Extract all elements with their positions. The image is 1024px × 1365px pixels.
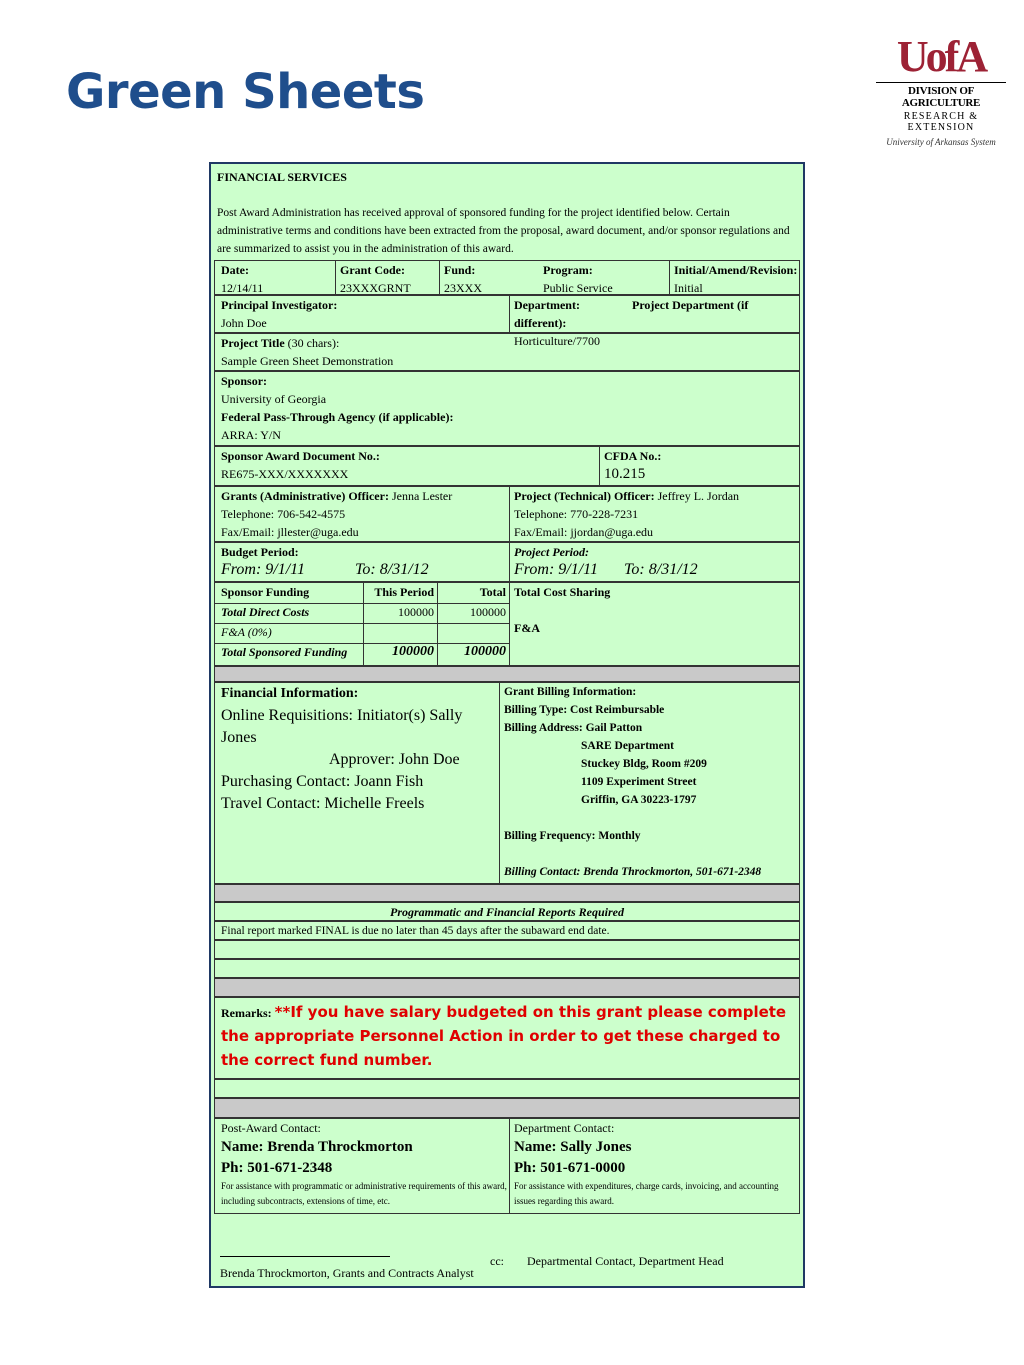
- fund-label: Fund:: [444, 263, 476, 277]
- billing-contact: Billing Contact: Brenda Throckmorton, 501-671-2348: [504, 866, 762, 878]
- logo-line2: RESEARCH & EXTENSION: [903, 111, 979, 133]
- funding-row1-this: 100000: [363, 603, 434, 623]
- initial-label: Initial/Amend/Revision:: [674, 263, 798, 277]
- billing-addr1: SARE Department: [581, 740, 674, 752]
- dept-contact-phone: Ph: 501-671-0000: [514, 1160, 626, 1176]
- department-value: Horticulture/7700: [514, 334, 600, 348]
- dept-contact-note: For assistance with expenditures, charge cards, invoicing, and accounting issues regarding this award.: [514, 1181, 779, 1206]
- project-title-row: [214, 333, 800, 371]
- sponsor-value: University of Georgia: [221, 392, 327, 406]
- project-to: To: 8/31/12: [624, 561, 698, 578]
- funding-row2-this: [363, 623, 434, 643]
- fin-line3: Purchasing Contact: Joann Fish: [221, 773, 424, 790]
- grants-email: Fax/Email: jllester@uga.edu: [221, 525, 359, 539]
- project-phone: Telephone: 770-228-7231: [514, 507, 639, 521]
- fin-line1: Online Requisitions: Initiator(s) Sally Jones: [221, 707, 463, 746]
- project-period-label: Project Period:: [514, 545, 589, 559]
- university-logo: [876, 34, 1006, 147]
- fin-line4: Travel Contact: Michelle Freels: [221, 795, 425, 812]
- officers-row: [214, 486, 800, 542]
- reports-text: Final report marked FINAL is due no later than 45 days after the subaward end date.: [214, 921, 800, 940]
- slide-title: Green Sheets: [66, 64, 425, 120]
- project-department-label: Project Department (if different):: [514, 298, 749, 330]
- grants-phone: Telephone: 706-542-4575: [221, 507, 346, 521]
- project-email: Fax/Email: jjordan@uga.edu: [514, 525, 654, 539]
- logo-mark: UofA: [896, 32, 986, 81]
- remarks-text: **If you have salary budgeted on this grant please complete the appropriate Personnel Action in order to get these charged to the correct fund number.: [221, 1003, 787, 1069]
- initial-value: Initial: [674, 281, 703, 295]
- green-sheet-form: [209, 162, 805, 1288]
- budget-period-label: Budget Period:: [221, 545, 299, 559]
- sponsor-row: [214, 371, 800, 446]
- project-officer-label: Project (Technical) Officer:: [514, 489, 655, 503]
- dept-contact-name: Name: Sally Jones: [514, 1139, 632, 1155]
- date-label: Date:: [221, 263, 249, 277]
- cfda-label: CFDA No.:: [604, 449, 662, 463]
- project-title-label: Project Title: [221, 336, 285, 350]
- award-doc-value: RE675-XXX/XXXXXXX: [221, 467, 349, 481]
- remarks-row: [214, 997, 800, 1079]
- divider-bar: [214, 978, 800, 997]
- post-award-note: For assistance with programmatic or administrative requirements of this award, including subcontracts, extensions of time, etc.: [221, 1181, 507, 1206]
- fund-value: 23XXX: [444, 281, 482, 295]
- department-label: Department:: [514, 298, 580, 312]
- cfda-value: 10.215: [604, 466, 646, 482]
- pass-through-label: Federal Pass-Through Agency (if applicable):: [221, 410, 454, 424]
- remarks-label: Remarks:: [221, 1006, 272, 1020]
- form-intro: Post Award Administration has received approval of sponsored funding for the project identified below. Certain administrative terms and conditions have been extracted from the proposal, award document, and/or sponsor regulations and are summarized to assist you in the administration of this award.: [217, 207, 790, 255]
- program-value: Public Service: [543, 281, 613, 295]
- funding-row1-total: 100000: [437, 603, 506, 623]
- divider-bar: [214, 884, 800, 902]
- period-row: [214, 542, 800, 582]
- logo-line3: University of Arkansas System: [886, 137, 996, 147]
- award-doc-row: [214, 446, 800, 486]
- grant-code-value: 23XXXGRNT: [340, 281, 411, 295]
- divider-bar: [214, 1098, 800, 1118]
- cc-label: cc:: [490, 1254, 504, 1268]
- project-from: From: 9/1/11: [514, 561, 598, 578]
- project-officer-value: Jeffrey L. Jordan: [657, 489, 740, 503]
- project-title-value: Sample Green Sheet Demonstration: [221, 354, 394, 368]
- grants-officer-value: Jenna Lester: [391, 489, 453, 503]
- empty-row: [214, 1079, 800, 1098]
- empty-row: [214, 959, 800, 978]
- pi-label: Principal Investigator:: [221, 298, 338, 312]
- billing-info-label: Grant Billing Information:: [504, 686, 637, 698]
- funding-col0: Sponsor Funding: [221, 585, 310, 599]
- funding-row2-total: [437, 623, 506, 643]
- signature-line: [220, 1238, 390, 1257]
- sponsor-label: Sponsor:: [221, 374, 268, 388]
- post-award-label: Post-Award Contact:: [221, 1121, 321, 1135]
- award-doc-label: Sponsor Award Document No.:: [221, 449, 380, 463]
- grant-info-row: [214, 260, 800, 295]
- post-award-name: Name: Brenda Throckmorton: [221, 1139, 413, 1155]
- billing-addr3: 1109 Experiment Street: [581, 776, 697, 788]
- funding-row1-label: Total Direct Costs: [221, 605, 310, 619]
- empty-row: [214, 940, 800, 959]
- dept-contact-label: Department Contact:: [514, 1121, 615, 1135]
- funding-row3-label: Total Sponsored Funding: [221, 645, 348, 659]
- billing-frequency: Billing Frequency: Monthly: [504, 830, 641, 842]
- program-label: Program:: [543, 263, 593, 277]
- funding-table: [215, 583, 509, 667]
- reports-label: Programmatic and Financial Reports Required: [214, 902, 800, 921]
- signature-name: Brenda Throckmorton, Grants and Contracts Analyst: [220, 1266, 474, 1280]
- grants-officer-label: Grants (Administrative) Officer:: [221, 489, 389, 503]
- billing-addr2: Stuckey Bldg, Room #209: [581, 758, 707, 770]
- billing-addr4: Griffin, GA 30223-1797: [581, 794, 697, 806]
- funding-col1: This Period: [363, 583, 434, 603]
- funding-row2-label: F&A (0%): [221, 625, 272, 639]
- project-title-note: (30 chars):: [287, 336, 340, 350]
- funding-col2: Total: [437, 583, 506, 603]
- billing-type: Billing Type: Cost Reimbursable: [504, 704, 665, 716]
- financial-info-row: [214, 682, 800, 884]
- arra-value: ARRA: Y/N: [221, 428, 281, 442]
- post-award-phone: Ph: 501-671-2348: [221, 1160, 333, 1176]
- cc-text: Departmental Contact, Department Head: [527, 1254, 724, 1268]
- billing-address: Billing Address: Gail Patton: [504, 722, 643, 734]
- fin-line2: Approver: John Doe: [329, 751, 460, 768]
- funding-row: [214, 582, 800, 666]
- grant-code-label: Grant Code:: [340, 263, 405, 277]
- logo-line1: DIVISION OF AGRICULTURE: [876, 82, 1006, 109]
- budget-from: From: 9/1/11: [221, 561, 305, 578]
- fa-label: F&A: [514, 621, 540, 635]
- budget-to: To: 8/31/12: [355, 561, 429, 578]
- fin-info-label: Financial Information:: [221, 686, 359, 701]
- date-value: 12/14/11: [221, 281, 264, 295]
- funding-row3-this: 100000: [363, 643, 434, 665]
- pi-value: John Doe: [221, 316, 267, 330]
- cost-sharing-label: Total Cost Sharing: [514, 585, 611, 599]
- divider-bar: [214, 666, 800, 682]
- contacts-row: [214, 1118, 800, 1214]
- form-heading: FINANCIAL SERVICES: [217, 170, 347, 184]
- funding-row3-total: 100000: [437, 643, 506, 665]
